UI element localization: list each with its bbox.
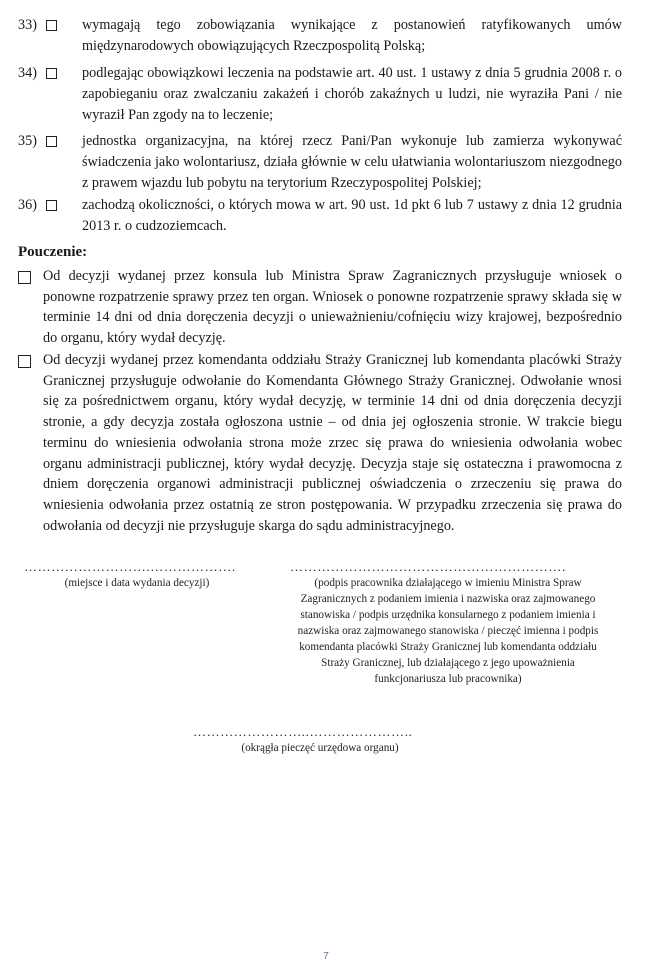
stamp-line: ……………………..………………….. [193,724,413,739]
instruction-heading: Pouczenie: [18,244,88,260]
checkbox[interactable] [18,271,31,284]
place-date-caption: (miejsce i data wydania decyzji) [64,577,210,589]
checkbox[interactable] [18,355,31,368]
list-item [18,63,622,126]
place-date-line: ……………………….………………. [24,559,236,574]
list-item [18,15,622,57]
item-text: wymagają tego zobowiązania wynikające z postanowień ratyfikowanych umów międzynarodowych obowiązujących Rzeczpospolitą Polską; [82,17,622,54]
note-text: Od decyzji wydanej przez konsula lub Ministra Spraw Zagranicznych przysługuje wniosek o ponowne rozpatrzenie sprawy przez ten organ. Wniosek o ponowne rozpatrzenie sprawy składa się w terminie 14 dni od dnia doręczenia decyzji o unieważnieniu/cofnięciu wizy krajowej, bezpośrednio do organu, który wydał decyzję. [43,268,622,347]
signature-caption: (podpis pracownika działającego w imieniu Ministra Spraw Zagranicznych z podaniem imienia i nazwiska oraz zajmowanego stanowiska / podpis urzędnika konsularnego z podaniem imienia i nazwiska oraz zajmowanego stanowiska / pieczęć imienna i podpis komendanta placówki Straży Granicznej lub komendanta oddziału Straży Granicznej, lub działającego z jego upoważnienia funkcjonariusza lub pracownika) [297,577,599,685]
item-text: jednostka organizacyjna, na której rzecz Pani/Pan wykonuje lub zamierza wykonywać świadczenia jako wolontariusz, działa głównie w celu ułatwiania wolontariuszom niezgodnego z prawem wjazdu lub pobytu na terytorium Rzeczypospolitej Polskiej; [82,133,622,191]
checkbox[interactable] [46,20,57,31]
item-text: zachodzą okoliczności, o których mowa w art. 90 ust. 1d pkt 6 lub 7 ustawy z dnia 12 grudnia 2013 r. o cudzoziemcach. [82,197,622,234]
item-number: 35) [18,133,37,149]
item-number: 36) [18,197,37,213]
list-item [18,131,622,194]
stamp-caption: (okrągła pieczęć urzędowa organu) [241,742,399,754]
instruction-note [18,350,622,536]
checkbox[interactable] [46,136,57,147]
item-number: 33) [18,17,37,33]
list-item [18,195,622,237]
note-text: Od decyzji wydanej przez komendanta oddziału Straży Granicznej lub komendanta placówki Straży Granicznej przysługuje odwołanie do Komendanta Głównego Straży Granicznej. Odwołanie wnosi się za pośrednictwem organu, który wydał decyzję, w terminie 14 dni od dnia doręczenia decyzji stronie, a gdy decyzja została ogłoszona ustnie – od dnia jej ogłoszenia stronie. W trakcie biegu terminu do wniesienia odwołania strona może zrzec się prawa do wniesienia odwołania wobec organu administracji publicznej, który wydał decyzję. Decyzja staje się ostateczna i prawomocna z dniem doręczenia organowi administracji publicznej oświadczenia o zrzeczeniu się prawa do wniesienia odwołania przez ostatnią ze stron postępowania. W przypadku zrzeczenia się prawa do odwołania od decyzji nie przysługuje skarga do sądu administracyjnego. [43,352,622,534]
item-text: podlegając obowiązkowi leczenia na podstawie art. 40 ust. 1 ustawy z dnia 5 grudnia 2008 r. o zapobieganiu oraz zwalczaniu zakażeń i chorób zakaźnych u ludzi, nie wyraziła Pani / nie wyraził Pan zgody na to leczenie; [82,65,622,123]
item-number: 34) [18,65,37,81]
instruction-note [18,266,622,349]
page-number: 7 [323,951,329,962]
checkbox[interactable] [46,200,57,211]
checkbox[interactable] [46,68,57,79]
signature-line: ……………………………………………………. [290,559,566,574]
